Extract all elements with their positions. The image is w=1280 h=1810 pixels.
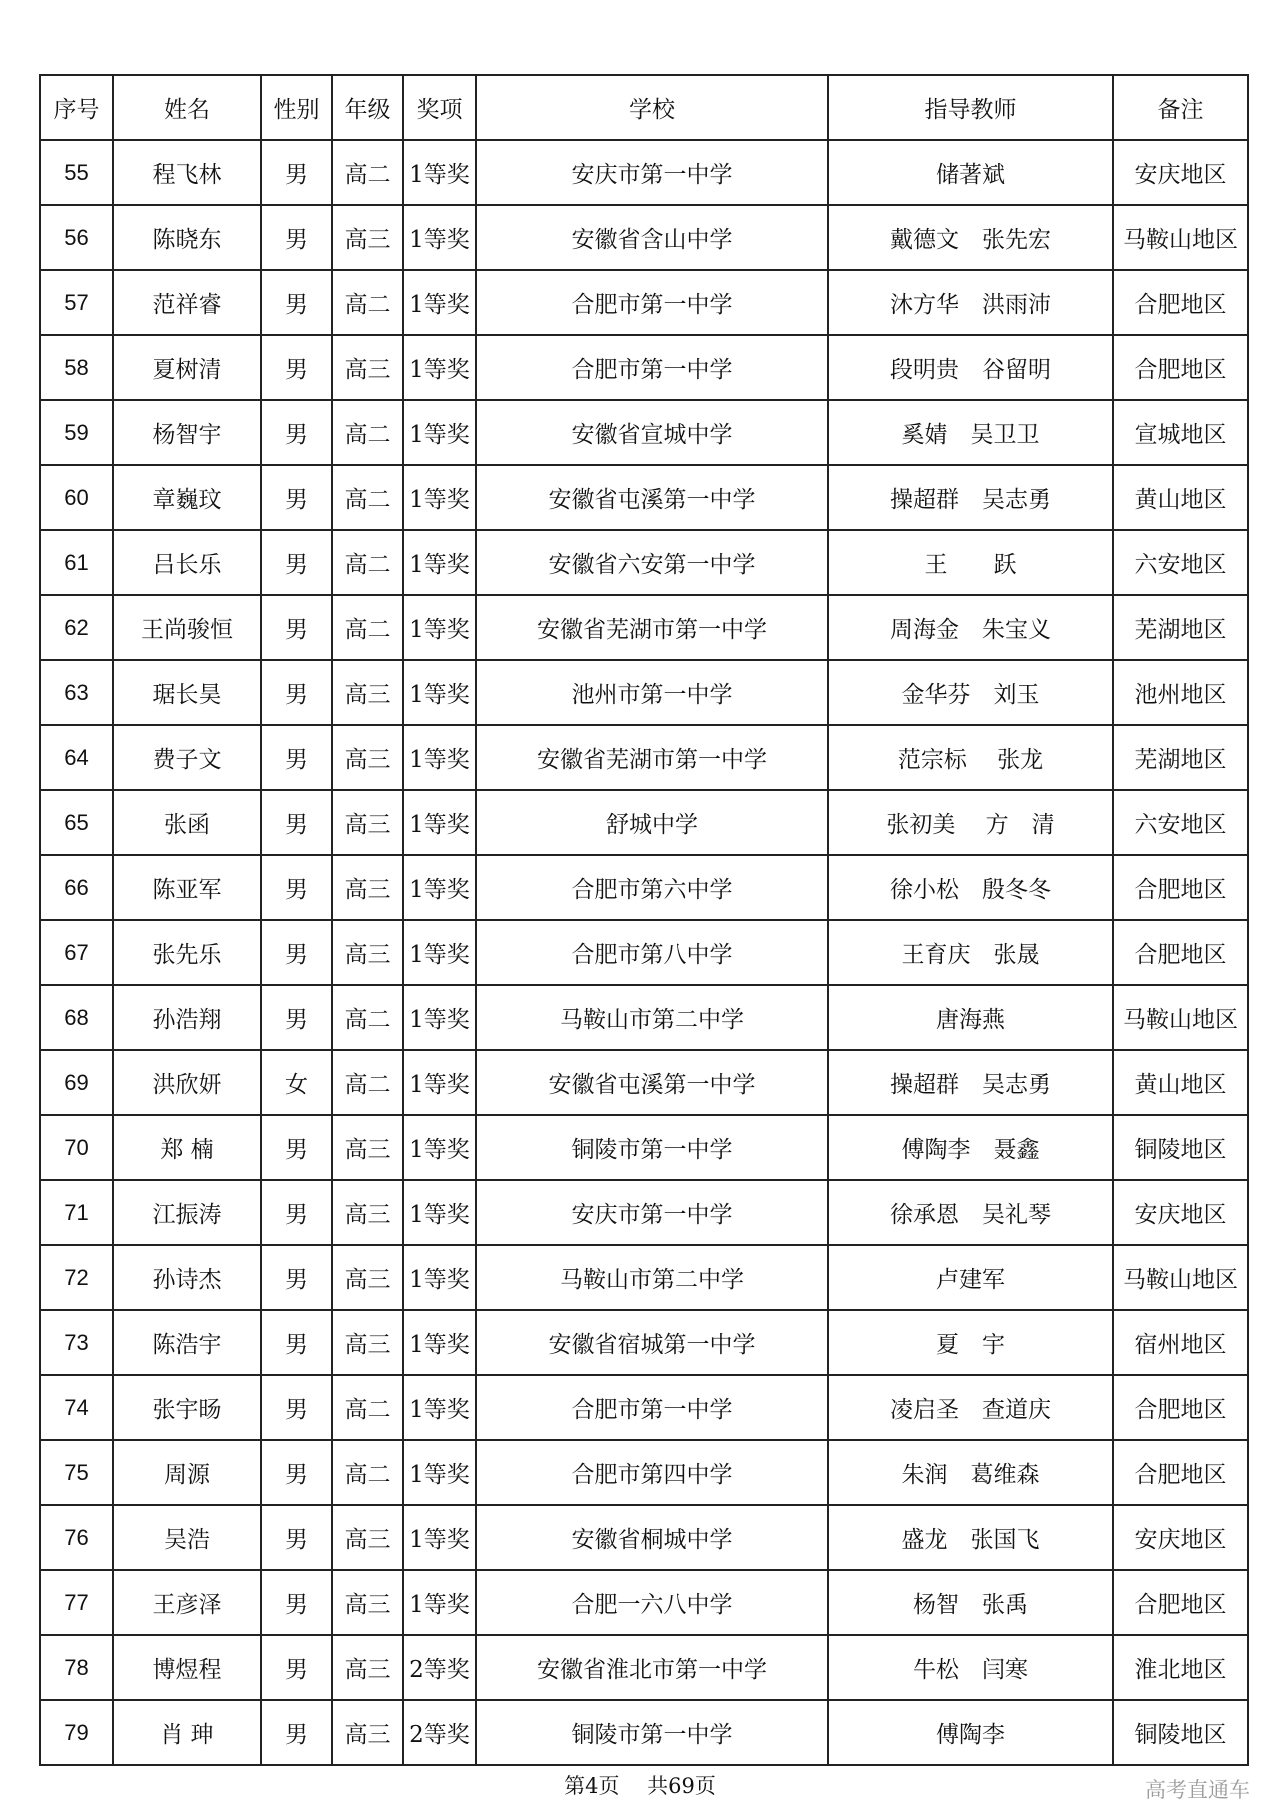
cell-notes: 宣城地区	[1113, 400, 1248, 465]
cell-award: 1等奖	[403, 1440, 476, 1505]
awards-table	[39, 74, 1249, 1766]
cell-school: 安徽省屯溪第一中学	[476, 465, 828, 530]
cell-teacher: 王育庆 张晟	[828, 920, 1113, 985]
cell-school: 安徽省宿城第一中学	[476, 1310, 828, 1375]
cell-gender: 男	[261, 660, 332, 725]
cell-grade: 高三	[332, 660, 403, 725]
cell-gender: 男	[261, 465, 332, 530]
cell-school: 合肥市第一中学	[476, 270, 828, 335]
cell-index: 57	[40, 270, 113, 335]
table-row	[40, 1115, 1248, 1180]
cell-teacher: 范宗标 张龙	[828, 725, 1113, 790]
cell-notes: 马鞍山地区	[1113, 205, 1248, 270]
cell-school: 合肥市第四中学	[476, 1440, 828, 1505]
cell-gender: 男	[261, 1180, 332, 1245]
cell-notes: 六安地区	[1113, 530, 1248, 595]
cell-teacher: 金华芬 刘玉	[828, 660, 1113, 725]
cell-notes: 宿州地区	[1113, 1310, 1248, 1375]
watermark-text: 高考直通车	[1145, 1778, 1250, 1802]
cell-name: 费子文	[113, 725, 261, 790]
cell-teacher: 周海金 朱宝义	[828, 595, 1113, 660]
cell-award: 1等奖	[403, 335, 476, 400]
col-header-gender: 性别	[261, 75, 332, 140]
table-row	[40, 1700, 1248, 1765]
table-row	[40, 725, 1248, 790]
cell-grade: 高二	[332, 465, 403, 530]
cell-grade: 高三	[332, 1180, 403, 1245]
table-row	[40, 335, 1248, 400]
cell-notes: 马鞍山地区	[1113, 985, 1248, 1050]
cell-award: 1等奖	[403, 1180, 476, 1245]
cell-name: 程飞林	[113, 140, 261, 205]
cell-notes: 合肥地区	[1113, 1375, 1248, 1440]
cell-gender: 男	[261, 790, 332, 855]
cell-school: 舒城中学	[476, 790, 828, 855]
table-row	[40, 855, 1248, 920]
cell-award: 1等奖	[403, 1310, 476, 1375]
cell-grade: 高二	[332, 530, 403, 595]
cell-notes: 合肥地区	[1113, 1440, 1248, 1505]
cell-name: 王尚骏恒	[113, 595, 261, 660]
cell-name: 周源	[113, 1440, 261, 1505]
cell-gender: 男	[261, 270, 332, 335]
cell-school: 安庆市第一中学	[476, 140, 828, 205]
cell-school: 马鞍山市第二中学	[476, 1245, 828, 1310]
cell-index: 79	[40, 1700, 113, 1765]
cell-teacher: 操超群 吴志勇	[828, 465, 1113, 530]
table-header-row	[40, 75, 1248, 140]
cell-name: 郑 楠	[113, 1115, 261, 1180]
cell-name: 杨智宇	[113, 400, 261, 465]
cell-index: 69	[40, 1050, 113, 1115]
cell-school: 合肥市第一中学	[476, 1375, 828, 1440]
cell-notes: 合肥地区	[1113, 270, 1248, 335]
cell-gender: 男	[261, 1245, 332, 1310]
col-header-award: 奖项	[403, 75, 476, 140]
cell-index: 66	[40, 855, 113, 920]
cell-name: 吴浩	[113, 1505, 261, 1570]
cell-teacher: 王 跃	[828, 530, 1113, 595]
table-row	[40, 1635, 1248, 1700]
cell-grade: 高二	[332, 270, 403, 335]
cell-school: 马鞍山市第二中学	[476, 985, 828, 1050]
cell-name: 江振涛	[113, 1180, 261, 1245]
table-body	[40, 140, 1248, 1765]
cell-award: 1等奖	[403, 1570, 476, 1635]
cell-school: 安徽省芜湖市第一中学	[476, 725, 828, 790]
cell-award: 1等奖	[403, 920, 476, 985]
cell-index: 61	[40, 530, 113, 595]
cell-school: 合肥市第八中学	[476, 920, 828, 985]
cell-grade: 高二	[332, 140, 403, 205]
table-row	[40, 205, 1248, 270]
cell-name: 孙浩翔	[113, 985, 261, 1050]
cell-grade: 高三	[332, 1505, 403, 1570]
cell-notes: 铜陵地区	[1113, 1115, 1248, 1180]
cell-teacher: 傅陶李 聂鑫	[828, 1115, 1113, 1180]
cell-gender: 男	[261, 1570, 332, 1635]
cell-teacher: 傅陶李	[828, 1700, 1113, 1765]
cell-index: 74	[40, 1375, 113, 1440]
cell-teacher: 杨智 张禹	[828, 1570, 1113, 1635]
cell-award: 1等奖	[403, 1505, 476, 1570]
cell-name: 章巍玟	[113, 465, 261, 530]
cell-school: 合肥市第六中学	[476, 855, 828, 920]
cell-name: 吕长乐	[113, 530, 261, 595]
page-number-footer: 第4页 共69页	[564, 1774, 716, 1798]
cell-index: 67	[40, 920, 113, 985]
col-header-notes: 备注	[1113, 75, 1248, 140]
cell-award: 1等奖	[403, 270, 476, 335]
cell-notes: 合肥地区	[1113, 335, 1248, 400]
cell-grade: 高三	[332, 1700, 403, 1765]
cell-award: 1等奖	[403, 465, 476, 530]
cell-gender: 男	[261, 335, 332, 400]
cell-notes: 芜湖地区	[1113, 725, 1248, 790]
table-row	[40, 270, 1248, 335]
cell-award: 1等奖	[403, 595, 476, 660]
cell-award: 1等奖	[403, 1245, 476, 1310]
cell-notes: 安庆地区	[1113, 140, 1248, 205]
table-row	[40, 1570, 1248, 1635]
cell-index: 78	[40, 1635, 113, 1700]
cell-school: 安徽省含山中学	[476, 205, 828, 270]
cell-gender: 男	[261, 140, 332, 205]
cell-school: 安庆市第一中学	[476, 1180, 828, 1245]
cell-teacher: 操超群 吴志勇	[828, 1050, 1113, 1115]
table-row	[40, 790, 1248, 855]
table-row	[40, 595, 1248, 660]
table-row	[40, 1440, 1248, 1505]
cell-award: 1等奖	[403, 985, 476, 1050]
table-row	[40, 1375, 1248, 1440]
cell-name: 陈浩宇	[113, 1310, 261, 1375]
cell-teacher: 卢建军	[828, 1245, 1113, 1310]
cell-grade: 高二	[332, 1050, 403, 1115]
cell-school: 铜陵市第一中学	[476, 1700, 828, 1765]
cell-name: 张宇旸	[113, 1375, 261, 1440]
cell-name: 陈晓东	[113, 205, 261, 270]
table-row	[40, 660, 1248, 725]
cell-name: 孙诗杰	[113, 1245, 261, 1310]
cell-grade: 高二	[332, 985, 403, 1050]
cell-teacher: 徐承恩 吴礼琴	[828, 1180, 1113, 1245]
cell-grade: 高三	[332, 205, 403, 270]
cell-gender: 男	[261, 1375, 332, 1440]
cell-award: 1等奖	[403, 140, 476, 205]
cell-gender: 女	[261, 1050, 332, 1115]
cell-index: 55	[40, 140, 113, 205]
table-row	[40, 1050, 1248, 1115]
cell-notes: 马鞍山地区	[1113, 1245, 1248, 1310]
cell-index: 63	[40, 660, 113, 725]
cell-grade: 高三	[332, 1570, 403, 1635]
cell-gender: 男	[261, 855, 332, 920]
cell-grade: 高二	[332, 1440, 403, 1505]
cell-index: 73	[40, 1310, 113, 1375]
cell-award: 1等奖	[403, 1375, 476, 1440]
cell-gender: 男	[261, 1635, 332, 1700]
cell-name: 王彦泽	[113, 1570, 261, 1635]
cell-notes: 安庆地区	[1113, 1505, 1248, 1570]
cell-name: 张函	[113, 790, 261, 855]
cell-teacher: 段明贵 谷留明	[828, 335, 1113, 400]
cell-teacher: 储著斌	[828, 140, 1113, 205]
table-row	[40, 400, 1248, 465]
table-row	[40, 140, 1248, 205]
cell-gender: 男	[261, 725, 332, 790]
cell-notes: 安庆地区	[1113, 1180, 1248, 1245]
cell-index: 58	[40, 335, 113, 400]
table-row	[40, 1180, 1248, 1245]
table-row	[40, 985, 1248, 1050]
cell-notes: 池州地区	[1113, 660, 1248, 725]
cell-grade: 高三	[332, 790, 403, 855]
cell-name: 肖 珅	[113, 1700, 261, 1765]
cell-award: 2等奖	[403, 1635, 476, 1700]
cell-notes: 合肥地区	[1113, 1570, 1248, 1635]
cell-grade: 高三	[332, 1635, 403, 1700]
cell-gender: 男	[261, 595, 332, 660]
cell-index: 72	[40, 1245, 113, 1310]
cell-award: 2等奖	[403, 1700, 476, 1765]
cell-index: 76	[40, 1505, 113, 1570]
cell-notes: 芜湖地区	[1113, 595, 1248, 660]
cell-gender: 男	[261, 205, 332, 270]
col-header-name: 姓名	[113, 75, 261, 140]
table-row	[40, 1505, 1248, 1570]
cell-school: 铜陵市第一中学	[476, 1115, 828, 1180]
cell-gender: 男	[261, 530, 332, 595]
cell-name: 夏树清	[113, 335, 261, 400]
cell-gender: 男	[261, 400, 332, 465]
cell-teacher: 朱润 葛维森	[828, 1440, 1113, 1505]
cell-award: 1等奖	[403, 205, 476, 270]
cell-index: 68	[40, 985, 113, 1050]
cell-index: 62	[40, 595, 113, 660]
cell-teacher: 夏 宇	[828, 1310, 1113, 1375]
cell-name: 博煜程	[113, 1635, 261, 1700]
cell-notes: 黄山地区	[1113, 1050, 1248, 1115]
cell-school: 合肥市第一中学	[476, 335, 828, 400]
cell-grade: 高三	[332, 335, 403, 400]
cell-notes: 铜陵地区	[1113, 1700, 1248, 1765]
cell-index: 56	[40, 205, 113, 270]
cell-school: 池州市第一中学	[476, 660, 828, 725]
cell-grade: 高二	[332, 1375, 403, 1440]
cell-school: 安徽省桐城中学	[476, 1505, 828, 1570]
cell-name: 陈亚军	[113, 855, 261, 920]
cell-school: 安徽省六安第一中学	[476, 530, 828, 595]
cell-grade: 高二	[332, 595, 403, 660]
cell-gender: 男	[261, 1115, 332, 1180]
cell-index: 59	[40, 400, 113, 465]
table-row	[40, 1245, 1248, 1310]
cell-notes: 合肥地区	[1113, 855, 1248, 920]
cell-teacher: 唐海燕	[828, 985, 1113, 1050]
col-header-school: 学校	[476, 75, 828, 140]
cell-award: 1等奖	[403, 1050, 476, 1115]
cell-award: 1等奖	[403, 660, 476, 725]
cell-teacher: 戴德文 张先宏	[828, 205, 1113, 270]
cell-name: 范祥睿	[113, 270, 261, 335]
cell-school: 安徽省淮北市第一中学	[476, 1635, 828, 1700]
cell-index: 60	[40, 465, 113, 530]
cell-index: 71	[40, 1180, 113, 1245]
cell-gender: 男	[261, 1310, 332, 1375]
cell-grade: 高三	[332, 920, 403, 985]
cell-gender: 男	[261, 1440, 332, 1505]
cell-name: 张先乐	[113, 920, 261, 985]
table-row	[40, 1310, 1248, 1375]
cell-award: 1等奖	[403, 725, 476, 790]
cell-notes: 合肥地区	[1113, 920, 1248, 985]
cell-teacher: 凌启圣 查道庆	[828, 1375, 1113, 1440]
table-row	[40, 465, 1248, 530]
cell-name: 琚长昊	[113, 660, 261, 725]
cell-gender: 男	[261, 1700, 332, 1765]
cell-gender: 男	[261, 920, 332, 985]
cell-school: 安徽省芜湖市第一中学	[476, 595, 828, 660]
cell-teacher: 牛松 闫寒	[828, 1635, 1113, 1700]
cell-award: 1等奖	[403, 530, 476, 595]
cell-award: 1等奖	[403, 790, 476, 855]
cell-gender: 男	[261, 1505, 332, 1570]
cell-school: 安徽省宣城中学	[476, 400, 828, 465]
cell-award: 1等奖	[403, 1115, 476, 1180]
cell-teacher: 盛龙 张国飞	[828, 1505, 1113, 1570]
cell-index: 75	[40, 1440, 113, 1505]
cell-school: 合肥一六八中学	[476, 1570, 828, 1635]
cell-grade: 高三	[332, 1115, 403, 1180]
cell-index: 77	[40, 1570, 113, 1635]
cell-grade: 高三	[332, 855, 403, 920]
cell-teacher: 沐方华 洪雨沛	[828, 270, 1113, 335]
cell-index: 70	[40, 1115, 113, 1180]
cell-index: 64	[40, 725, 113, 790]
cell-award: 1等奖	[403, 400, 476, 465]
cell-teacher: 张初美 方 清	[828, 790, 1113, 855]
cell-index: 65	[40, 790, 113, 855]
cell-grade: 高三	[332, 1310, 403, 1375]
cell-gender: 男	[261, 985, 332, 1050]
col-header-index: 序号	[40, 75, 113, 140]
cell-teacher: 徐小松 殷冬冬	[828, 855, 1113, 920]
cell-notes: 淮北地区	[1113, 1635, 1248, 1700]
cell-name: 洪欣妍	[113, 1050, 261, 1115]
table-row	[40, 920, 1248, 985]
cell-grade: 高二	[332, 400, 403, 465]
cell-grade: 高三	[332, 1245, 403, 1310]
cell-notes: 六安地区	[1113, 790, 1248, 855]
cell-notes: 黄山地区	[1113, 465, 1248, 530]
col-header-grade: 年级	[332, 75, 403, 140]
cell-award: 1等奖	[403, 855, 476, 920]
cell-school: 安徽省屯溪第一中学	[476, 1050, 828, 1115]
table-row	[40, 530, 1248, 595]
col-header-teacher: 指导教师	[828, 75, 1113, 140]
cell-grade: 高三	[332, 725, 403, 790]
cell-teacher: 奚婧 吴卫卫	[828, 400, 1113, 465]
